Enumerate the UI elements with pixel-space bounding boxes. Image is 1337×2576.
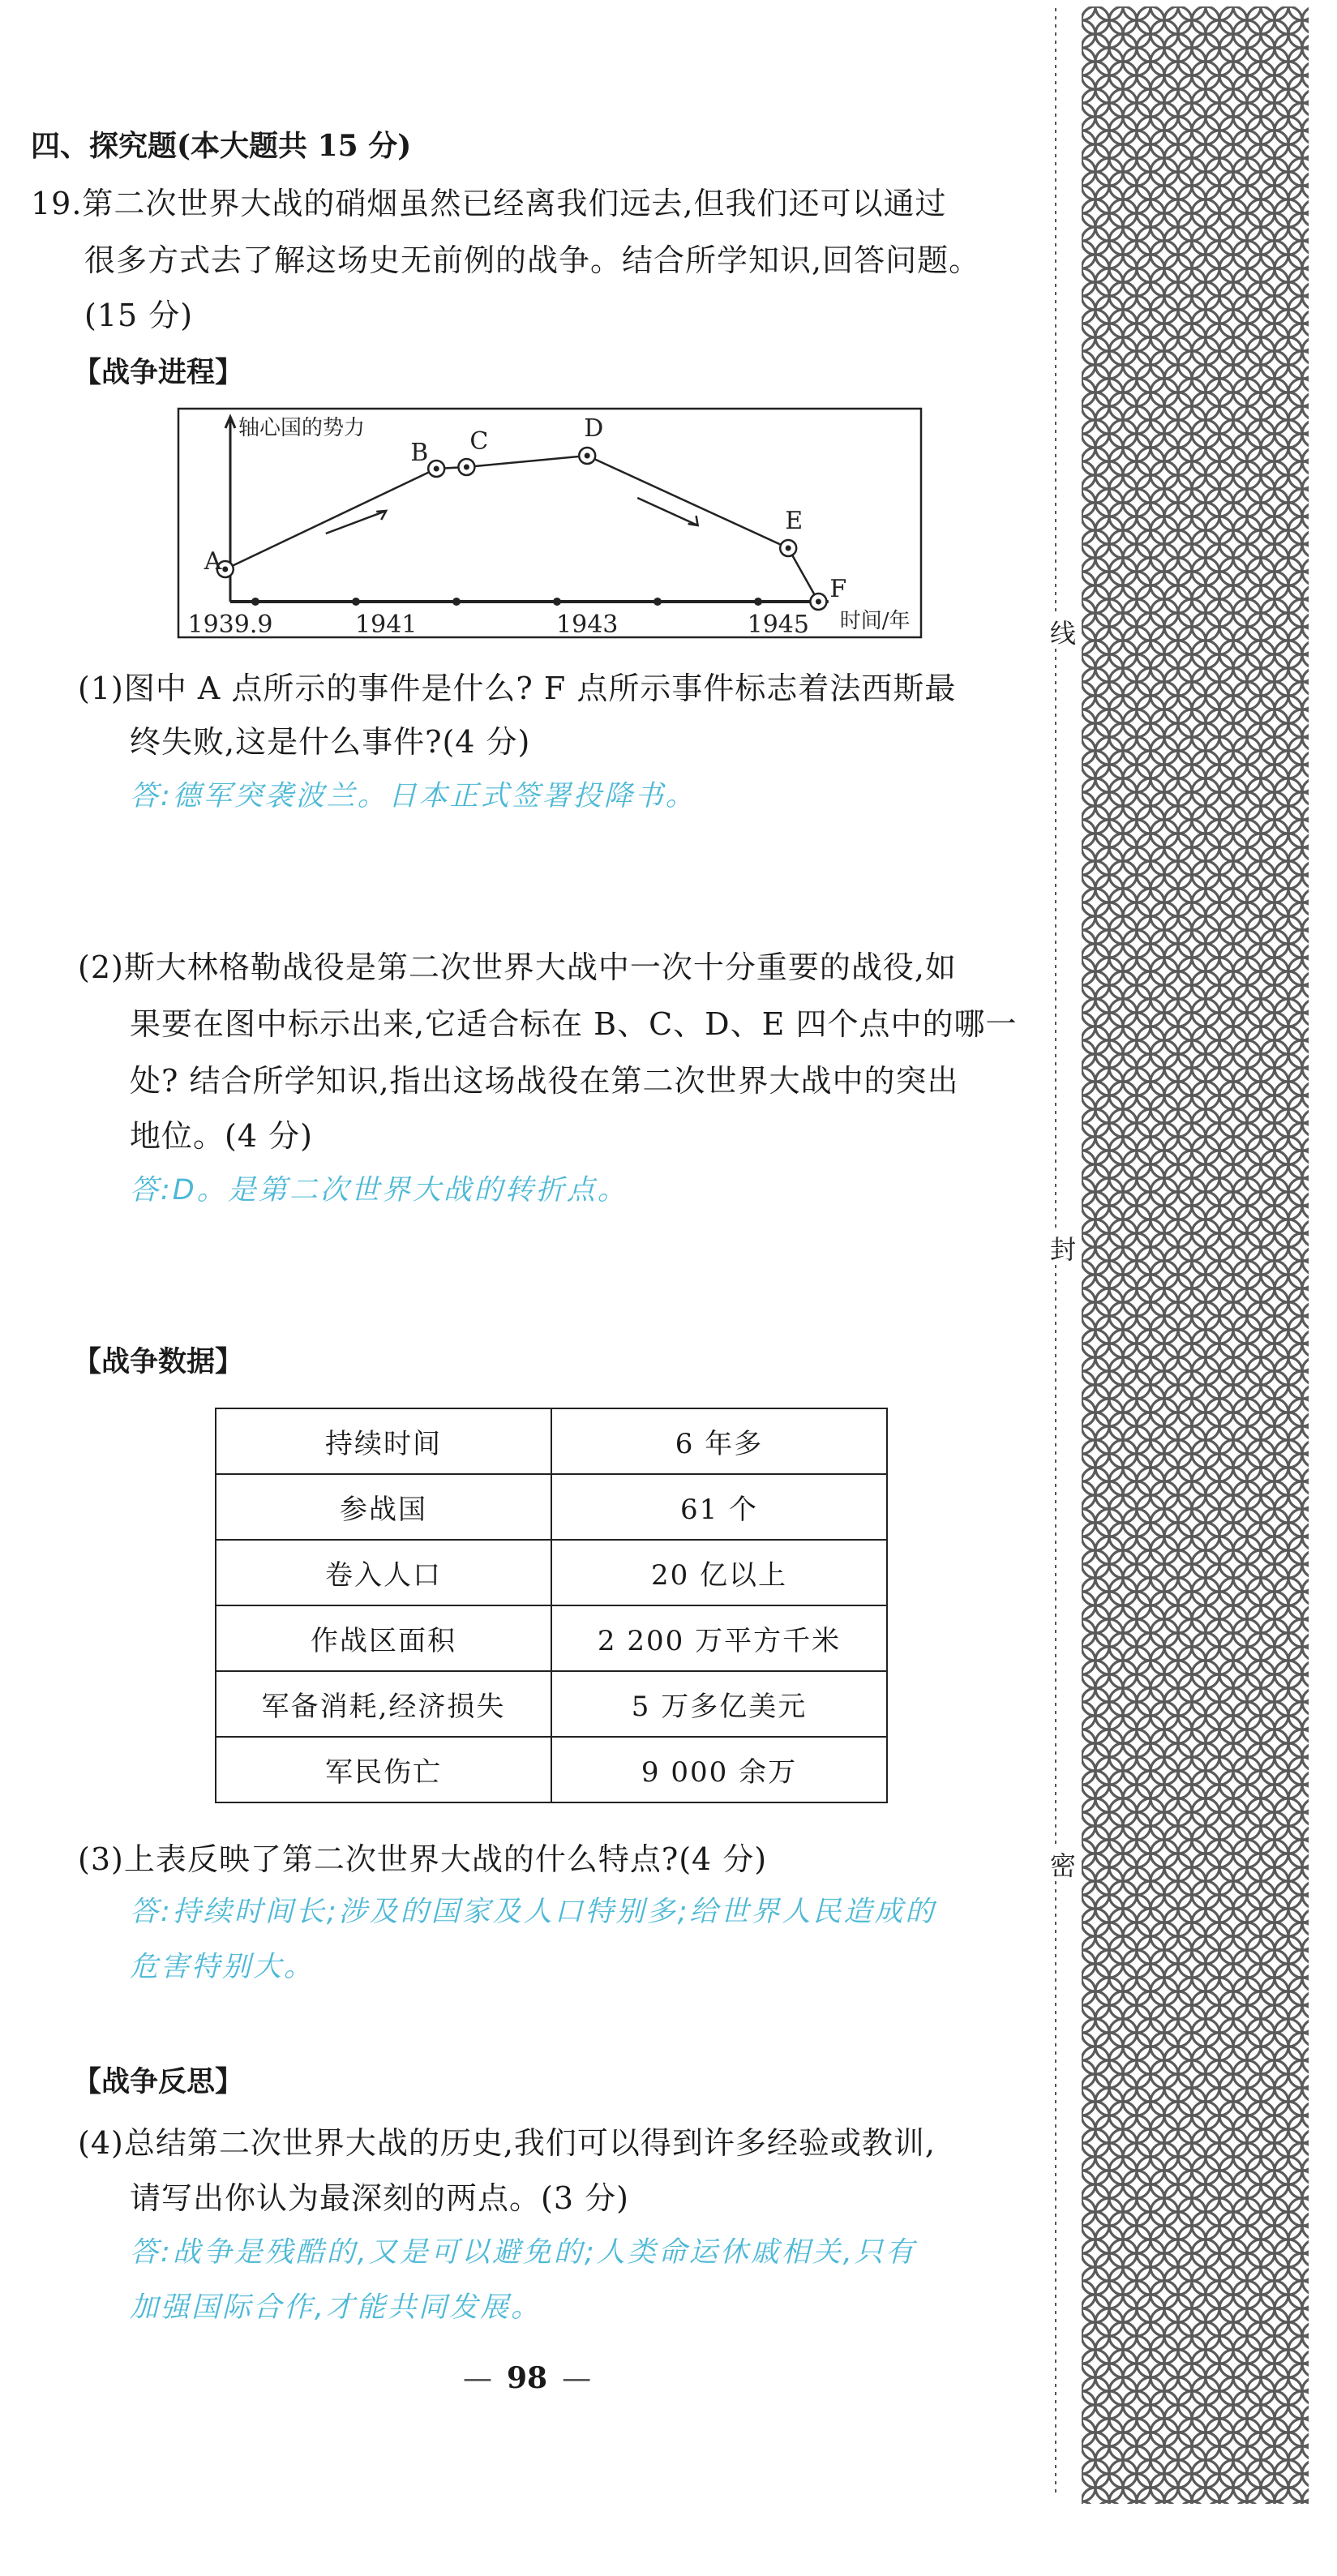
q2-line-1: (2)斯大林格勒战役是第二次世界大战中一次十分重要的战役,如	[78, 949, 957, 985]
table-row	[216, 1737, 887, 1802]
table-row	[216, 1540, 887, 1605]
x-tick-label: 1943	[556, 611, 619, 639]
page-number-value: 98	[507, 2361, 548, 2395]
q19-line-3: (15 分)	[84, 298, 194, 333]
binding-pattern-strip	[1054, 0, 1337, 2576]
point-label-a: A	[204, 547, 222, 576]
table-cell-value: 2 200 万平方千米	[551, 1605, 887, 1671]
table-cell-label: 作战区面积	[216, 1605, 551, 1671]
point-marker-dot	[222, 567, 228, 572]
page-dash-right: —	[562, 2362, 592, 2395]
table-cell-label: 参战国	[216, 1474, 551, 1540]
war-data-table	[215, 1408, 888, 1803]
section-title: 四、探究题(本大题共 15 分)	[31, 129, 412, 163]
q4-answer-line-2: 加强国际合作,才能共同发展。	[130, 2291, 542, 2324]
q4-line-1: (4)总结第二次世界大战的历史,我们可以得到许多经验或教训,	[78, 2125, 936, 2161]
point-marker-dot	[786, 546, 791, 551]
point-marker-dot	[434, 466, 439, 472]
axis-dot	[654, 598, 662, 606]
x-axis-label: 时间/年	[839, 609, 911, 633]
q19-line-2: 很多方式去了解这场史无前例的战争。结合所学知识,回答问题。	[84, 242, 981, 278]
trend-arrow-up-head	[376, 511, 386, 520]
point-label-b: B	[410, 439, 429, 467]
binding-char-seal: 封	[1043, 1232, 1080, 1265]
q2-line-3: 处? 结合所学知识,指出这场战役在第二次世界大战中的突出	[130, 1063, 959, 1099]
q4-answer-line-1: 答:战争是残酷的,又是可以避免的;人类命运休戚相关,只有	[130, 2236, 916, 2269]
table-row	[216, 1474, 887, 1540]
table-row	[216, 1671, 887, 1737]
table-cell-label: 军民伤亡	[216, 1737, 551, 1802]
table-row	[216, 1408, 887, 1474]
q4-line-2: 请写出你认为最深刻的两点。(3 分)	[130, 2180, 629, 2216]
axis-dot	[452, 598, 461, 606]
point-label-c: C	[469, 427, 489, 456]
q1-line-2: 终失败,这是什么事件?(4 分)	[130, 724, 531, 760]
table-cell-value: 6 年多	[551, 1408, 887, 1474]
page-dash-left: —	[463, 2362, 492, 2395]
q3-answer-line-2: 危害特别大。	[130, 1951, 315, 1983]
q2-answer: 答:D。是第二次世界大战的转折点。	[130, 1174, 628, 1207]
q3-question: (3)上表反映了第二次世界大战的什么特点?(4 分)	[78, 1841, 768, 1877]
point-label-e: E	[785, 507, 803, 535]
axis-dot	[553, 598, 561, 606]
x-tick-label: 1941	[355, 611, 418, 639]
q1-line-1: (1)图中 A 点所示的事件是什么? F 点所示事件标志着法西斯最	[78, 671, 957, 706]
axis-dot	[754, 598, 762, 606]
y-axis-label: 轴心国的势力	[238, 416, 366, 440]
table-cell-value: 5 万多亿美元	[551, 1671, 887, 1737]
table-cell-value: 20 亿以上	[551, 1540, 887, 1605]
axis-power-chart	[177, 407, 923, 642]
q1-answer: 答:德军突袭波兰。日本正式签署投降书。	[130, 780, 696, 812]
q3-answer-line-1: 答:持续时间长;涉及的国家及人口特别多;给世界人民造成的	[130, 1896, 936, 1928]
table-cell-label: 军备消耗,经济损失	[216, 1671, 551, 1737]
binding-char-line: 线	[1043, 616, 1080, 649]
lattice-pattern	[1082, 6, 1309, 2504]
table-cell-value: 61 个	[551, 1474, 887, 1540]
q2-line-2: 果要在图中标示出来,它适合标在 B、C、D、E 四个点中的哪一	[130, 1006, 1018, 1042]
q19-line-1: 19.第二次世界大战的硝烟虽然已经离我们远去,但我们还可以通过	[31, 186, 947, 221]
q2-line-4: 地位。(4 分)	[130, 1118, 313, 1154]
table-row	[216, 1605, 887, 1671]
point-label-f: F	[829, 575, 847, 603]
x-tick-label: 1939.9	[187, 611, 273, 639]
heading-reflection: 【战争反思】	[73, 2065, 244, 2098]
trend-arrow-up	[326, 511, 386, 534]
axis-dot	[352, 598, 360, 606]
heading-progress: 【战争进程】	[73, 356, 244, 389]
point-marker-dot	[464, 465, 469, 470]
table-cell-value: 9 000 余万	[551, 1737, 887, 1802]
axis-dot	[251, 598, 259, 606]
x-tick-label: 1945	[747, 611, 809, 639]
binding-char-secret: 密	[1043, 1849, 1080, 1881]
table-cell-label: 持续时间	[216, 1408, 551, 1474]
page-number	[448, 2361, 606, 2395]
series-line	[225, 456, 819, 602]
point-label-d: D	[584, 414, 604, 443]
point-marker-dot	[816, 599, 821, 605]
point-marker-dot	[585, 453, 590, 459]
heading-data: 【战争数据】	[73, 1345, 244, 1378]
table-cell-label: 卷入人口	[216, 1540, 551, 1605]
